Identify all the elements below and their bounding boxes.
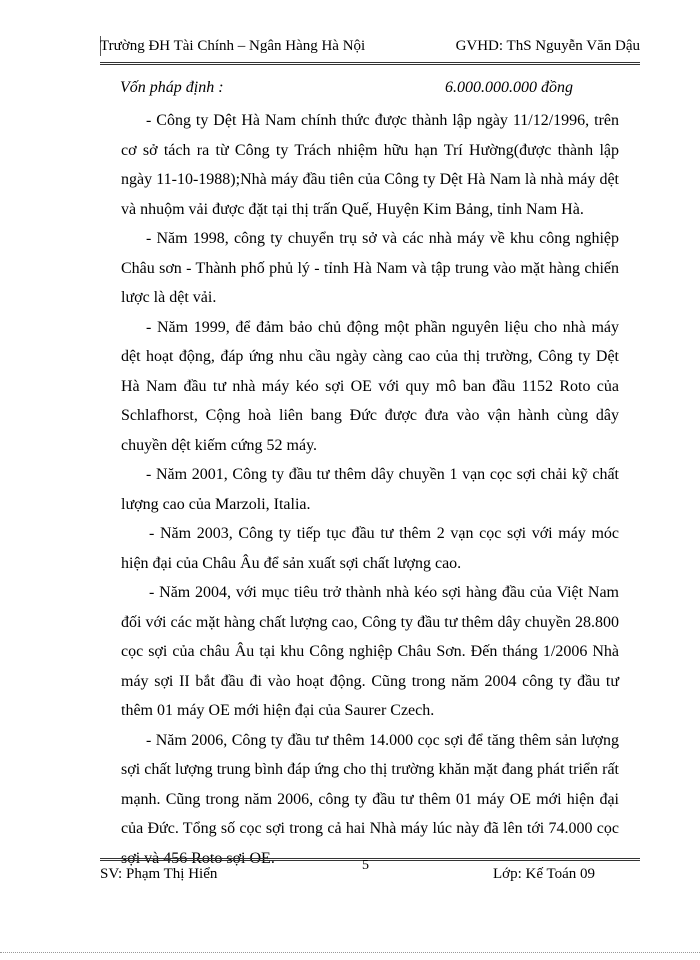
header-school: Trường ĐH Tài Chính – Ngân Hàng Hà Nội: [100, 38, 366, 54]
paragraph-2004: - Năm 2004, với mục tiêu trở thành nhà kéo sợi hàng đầu của Việt Nam đối với các mặt hàng chất lượng cao, Công ty đầu tư thêm dây chuyền 28.800 cọc sợi của châu Âu tại khu Công nghiệp Châu Sơn. Đến tháng 1/2006 Nhà máy sợi II bắt đầu đi vào hoạt động. Cũng trong năm 2004 công ty đầu tư thêm 01 máy OE mới hiện đại của Saurer Czech.: [121, 584, 619, 719]
footer-divider: [100, 858, 640, 861]
capital-label: Vốn pháp định :: [120, 79, 224, 96]
page-header: [100, 38, 640, 60]
paragraph-founding: - Công ty Dệt Hà Nam chính thức được thành lập ngày 11/12/1996, trên cơ sở tách ra từ Công ty Trách nhiệm hữu hạn Trí Hường(được thành lập ngày 11-10-1988);Nhà máy đầu tiên của Công ty Dệt Hà Nam là nhà máy dệt và nhuộm vải được đặt tại thị trấn Quế, Huyện Kim Bảng, tỉnh Nam Hà.: [121, 112, 619, 218]
paragraph-1999: - Năm 1999, để đảm bảo chủ động một phần nguyên liệu cho nhà máy dệt hoạt động, đáp ứng nhu cầu ngày càng cao của thị trường, Công ty Dệt Hà Nam đầu tư nhà máy kéo sợi OE với quy mô ban đầu 1152 Roto của Schlafhorst, Cộng hoà liên bang Đức được đưa vào vận hành cùng dây chuyền dệt kiếm cứng 52 máy.: [121, 318, 619, 454]
paragraph-1998: - Năm 1998, công ty chuyển trụ sở và các nhà máy về khu công nghiệp Châu sơn - Thành phố phủ lý - tỉnh Hà Nam và tập trung vào mặt hàng chiến lược là dệt vải.: [121, 230, 619, 306]
paragraph-2003: - Năm 2003, Công ty tiếp tục đầu tư thêm 2 vạn cọc sợi với máy móc hiện đại của Châu Âu để sản xuất sợi chất lượng cao.: [121, 525, 619, 572]
paragraph-2006: - Năm 2006, Công ty đầu tư thêm 14.000 cọc sợi để tăng thêm sản lượng sợi chất lượng trung bình đáp ứng cho thị trường khăn mặt đang phát triển rất mạnh. Cũng trong năm 2006, công ty đầu tư thêm 01 máy OE mới hiện đại của Đức. Tổng số cọc sợi trong cả hai Nhà máy lúc này đã lên tới 74.000 cọc sợi và 456 Roto sợi OE.: [121, 731, 619, 867]
footer-student: SV: Phạm Thị Hiển: [100, 866, 218, 882]
page-bottom-border: [0, 952, 700, 953]
page-footer: [100, 866, 640, 886]
capital-value: 6.000.000.000 đồng: [445, 79, 573, 96]
header-advisor: GVHD: ThS Nguyễn Văn Dậu: [455, 38, 640, 54]
page-number: 5: [362, 858, 369, 873]
footer-class: Lớp: Kế Toán 09: [492, 866, 595, 882]
header-divider: [100, 62, 640, 65]
paragraph-2001: - Năm 2001, Công ty đầu tư thêm dây chuyền 1 vạn cọc sợi chải kỹ chất lượng cao của Marzoli, Italia.: [121, 466, 619, 513]
document-body: [121, 106, 619, 873]
